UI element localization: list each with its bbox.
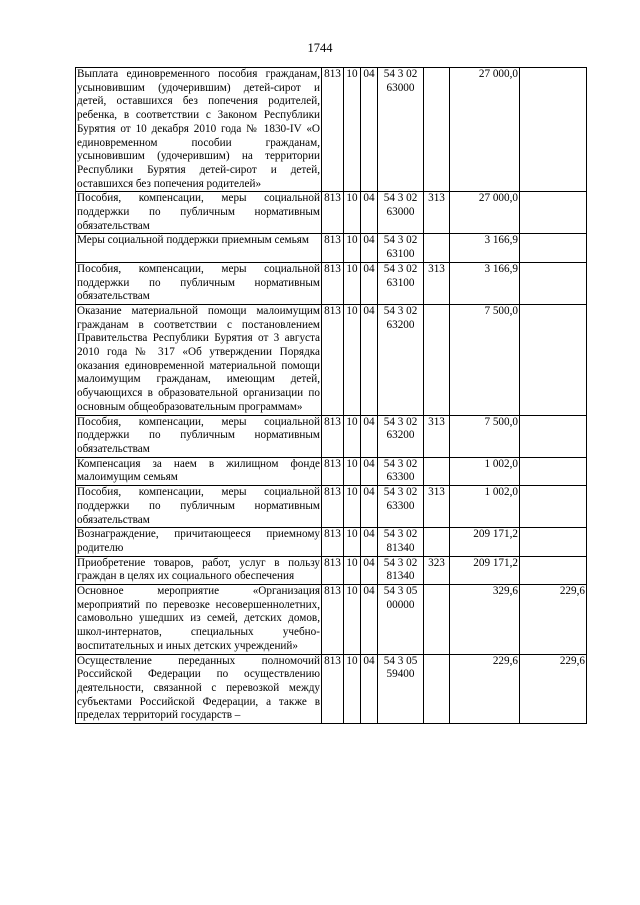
subsection-code-cell: 04: [361, 234, 378, 262]
section-code-cell: 10: [344, 192, 361, 234]
expense-type-code-cell: [424, 528, 450, 556]
item-name-cell: Выплата единовременного пособия гражданам, усыновившим (удочерившим) детей-сирот и детей, оставшихся без попечения родителей, ребенка, в соответствии с Законом Республики Бурятия от 10 декабря 2010 года № 1830-IV «О единовременном пособии гражданам, усыновившим (удочерившим) на территории Республики Бурятия детей-сирот и детей, оставшихся без попечения родителей»: [76, 68, 322, 192]
ministry-code-cell: 813: [322, 234, 344, 262]
subsection-code-cell: 04: [361, 486, 378, 528]
federal-amount-cell: [520, 556, 587, 584]
subsection-code-cell: 04: [361, 68, 378, 192]
ministry-code-cell: 813: [322, 192, 344, 234]
section-code-cell: 10: [344, 654, 361, 724]
federal-amount-cell: [520, 528, 587, 556]
ministry-code-cell: 813: [322, 486, 344, 528]
item-name-cell: Приобретение товаров, работ, услуг в пользу граждан в целях их социального обеспечения: [76, 556, 322, 584]
target-article-code-cell: 54 3 02 63000: [378, 192, 424, 234]
federal-amount-cell: [520, 68, 587, 192]
federal-amount-cell: [520, 262, 587, 304]
amount-cell: 209 171,2: [450, 528, 520, 556]
amount-cell: 1 002,0: [450, 457, 520, 485]
budget-table: [75, 67, 587, 724]
table-row: [76, 234, 587, 262]
federal-amount-cell: 229,6: [520, 585, 587, 655]
item-name-cell: Пособия, компенсации, меры социальной поддержки по публичным нормативным обязательствам: [76, 486, 322, 528]
federal-amount-cell: [520, 192, 587, 234]
expense-type-code-cell: 323: [424, 556, 450, 584]
table-row: [76, 457, 587, 485]
expense-type-code-cell: [424, 234, 450, 262]
section-code-cell: 10: [344, 528, 361, 556]
subsection-code-cell: 04: [361, 556, 378, 584]
section-code-cell: 10: [344, 585, 361, 655]
item-name-cell: Основное мероприятие «Организация мероприятий по перевозке несовершеннолетних, самовольно ушедших из семей, детских домов, школ-интернатов, специальных учебно-воспитательных и иных детских учреждений»: [76, 585, 322, 655]
ministry-code-cell: 813: [322, 528, 344, 556]
section-code-cell: 10: [344, 234, 361, 262]
ministry-code-cell: 813: [322, 654, 344, 724]
expense-type-code-cell: 313: [424, 192, 450, 234]
section-code-cell: 10: [344, 68, 361, 192]
table-row: [76, 528, 587, 556]
amount-cell: 27 000,0: [450, 68, 520, 192]
table-row: [76, 654, 587, 724]
amount-cell: 3 166,9: [450, 234, 520, 262]
ministry-code-cell: 813: [322, 457, 344, 485]
table-row: [76, 556, 587, 584]
table-row: [76, 415, 587, 457]
subsection-code-cell: 04: [361, 654, 378, 724]
amount-cell: 1 002,0: [450, 486, 520, 528]
item-name-cell: Компенсация за наем в жилищном фонде малоимущим семьям: [76, 457, 322, 485]
target-article-code-cell: 54 3 02 63300: [378, 457, 424, 485]
item-name-cell: Меры социальной поддержки приемным семьям: [76, 234, 322, 262]
target-article-code-cell: 54 3 02 63300: [378, 486, 424, 528]
section-code-cell: 10: [344, 304, 361, 415]
expense-type-code-cell: [424, 304, 450, 415]
amount-cell: 7 500,0: [450, 415, 520, 457]
federal-amount-cell: [520, 486, 587, 528]
federal-amount-cell: [520, 415, 587, 457]
target-article-code-cell: 54 3 05 59400: [378, 654, 424, 724]
subsection-code-cell: 04: [361, 585, 378, 655]
federal-amount-cell: [520, 304, 587, 415]
ministry-code-cell: 813: [322, 415, 344, 457]
amount-cell: 229,6: [450, 654, 520, 724]
expense-type-code-cell: [424, 654, 450, 724]
expense-type-code-cell: [424, 585, 450, 655]
table-row: [76, 304, 587, 415]
target-article-code-cell: 54 3 02 63100: [378, 262, 424, 304]
expense-type-code-cell: [424, 68, 450, 192]
target-article-code-cell: 54 3 02 63200: [378, 415, 424, 457]
page-number: 1744: [307, 41, 333, 55]
table-row: [76, 262, 587, 304]
subsection-code-cell: 04: [361, 415, 378, 457]
section-code-cell: 10: [344, 486, 361, 528]
ministry-code-cell: 813: [322, 585, 344, 655]
budget-table-body: [76, 68, 587, 724]
ministry-code-cell: 813: [322, 262, 344, 304]
amount-cell: 3 166,9: [450, 262, 520, 304]
table-row: [76, 486, 587, 528]
amount-cell: 27 000,0: [450, 192, 520, 234]
ministry-code-cell: 813: [322, 68, 344, 192]
section-code-cell: 10: [344, 415, 361, 457]
target-article-code-cell: 54 3 02 63100: [378, 234, 424, 262]
federal-amount-cell: [520, 457, 587, 485]
ministry-code-cell: 813: [322, 304, 344, 415]
ministry-code-cell: 813: [322, 556, 344, 584]
expense-type-code-cell: [424, 457, 450, 485]
expense-type-code-cell: 313: [424, 262, 450, 304]
subsection-code-cell: 04: [361, 262, 378, 304]
federal-amount-cell: 229,6: [520, 654, 587, 724]
section-code-cell: 10: [344, 262, 361, 304]
amount-cell: 7 500,0: [450, 304, 520, 415]
item-name-cell: Пособия, компенсации, меры социальной поддержки по публичным нормативным обязательствам: [76, 192, 322, 234]
section-code-cell: 10: [344, 556, 361, 584]
table-row: [76, 585, 587, 655]
subsection-code-cell: 04: [361, 528, 378, 556]
table-row: [76, 68, 587, 192]
target-article-code-cell: 54 3 02 63200: [378, 304, 424, 415]
subsection-code-cell: 04: [361, 304, 378, 415]
item-name-cell: Пособия, компенсации, меры социальной поддержки по публичным нормативным обязательствам: [76, 262, 322, 304]
amount-cell: 209 171,2: [450, 556, 520, 584]
amount-cell: 329,6: [450, 585, 520, 655]
expense-type-code-cell: 313: [424, 415, 450, 457]
item-name-cell: Вознаграждение, причитающееся приемному родителю: [76, 528, 322, 556]
item-name-cell: Осуществление переданных полномочий Российской Федерации по осуществлению деятельности, связанной с перевозкой между субъектами Российской Федерации, а также в пределах территорий государств –: [76, 654, 322, 724]
subsection-code-cell: 04: [361, 457, 378, 485]
section-code-cell: 10: [344, 457, 361, 485]
expense-type-code-cell: 313: [424, 486, 450, 528]
target-article-code-cell: 54 3 02 63000: [378, 68, 424, 192]
table-row: [76, 192, 587, 234]
federal-amount-cell: [520, 234, 587, 262]
target-article-code-cell: 54 3 02 81340: [378, 556, 424, 584]
target-article-code-cell: 54 3 05 00000: [378, 585, 424, 655]
item-name-cell: Оказание материальной помощи малоимущим гражданам в соответствии с постановлением Правительства Республики Бурятия от 3 августа 2010 года № 317 «Об утверждении Порядка оказания единовременной материальной помощи малоимущим гражданам, имеющим детей, обучающихся в образовательной организации по основным общеобразовательным программам»: [76, 304, 322, 415]
subsection-code-cell: 04: [361, 192, 378, 234]
item-name-cell: Пособия, компенсации, меры социальной поддержки по публичным нормативным обязательствам: [76, 415, 322, 457]
target-article-code-cell: 54 3 02 81340: [378, 528, 424, 556]
